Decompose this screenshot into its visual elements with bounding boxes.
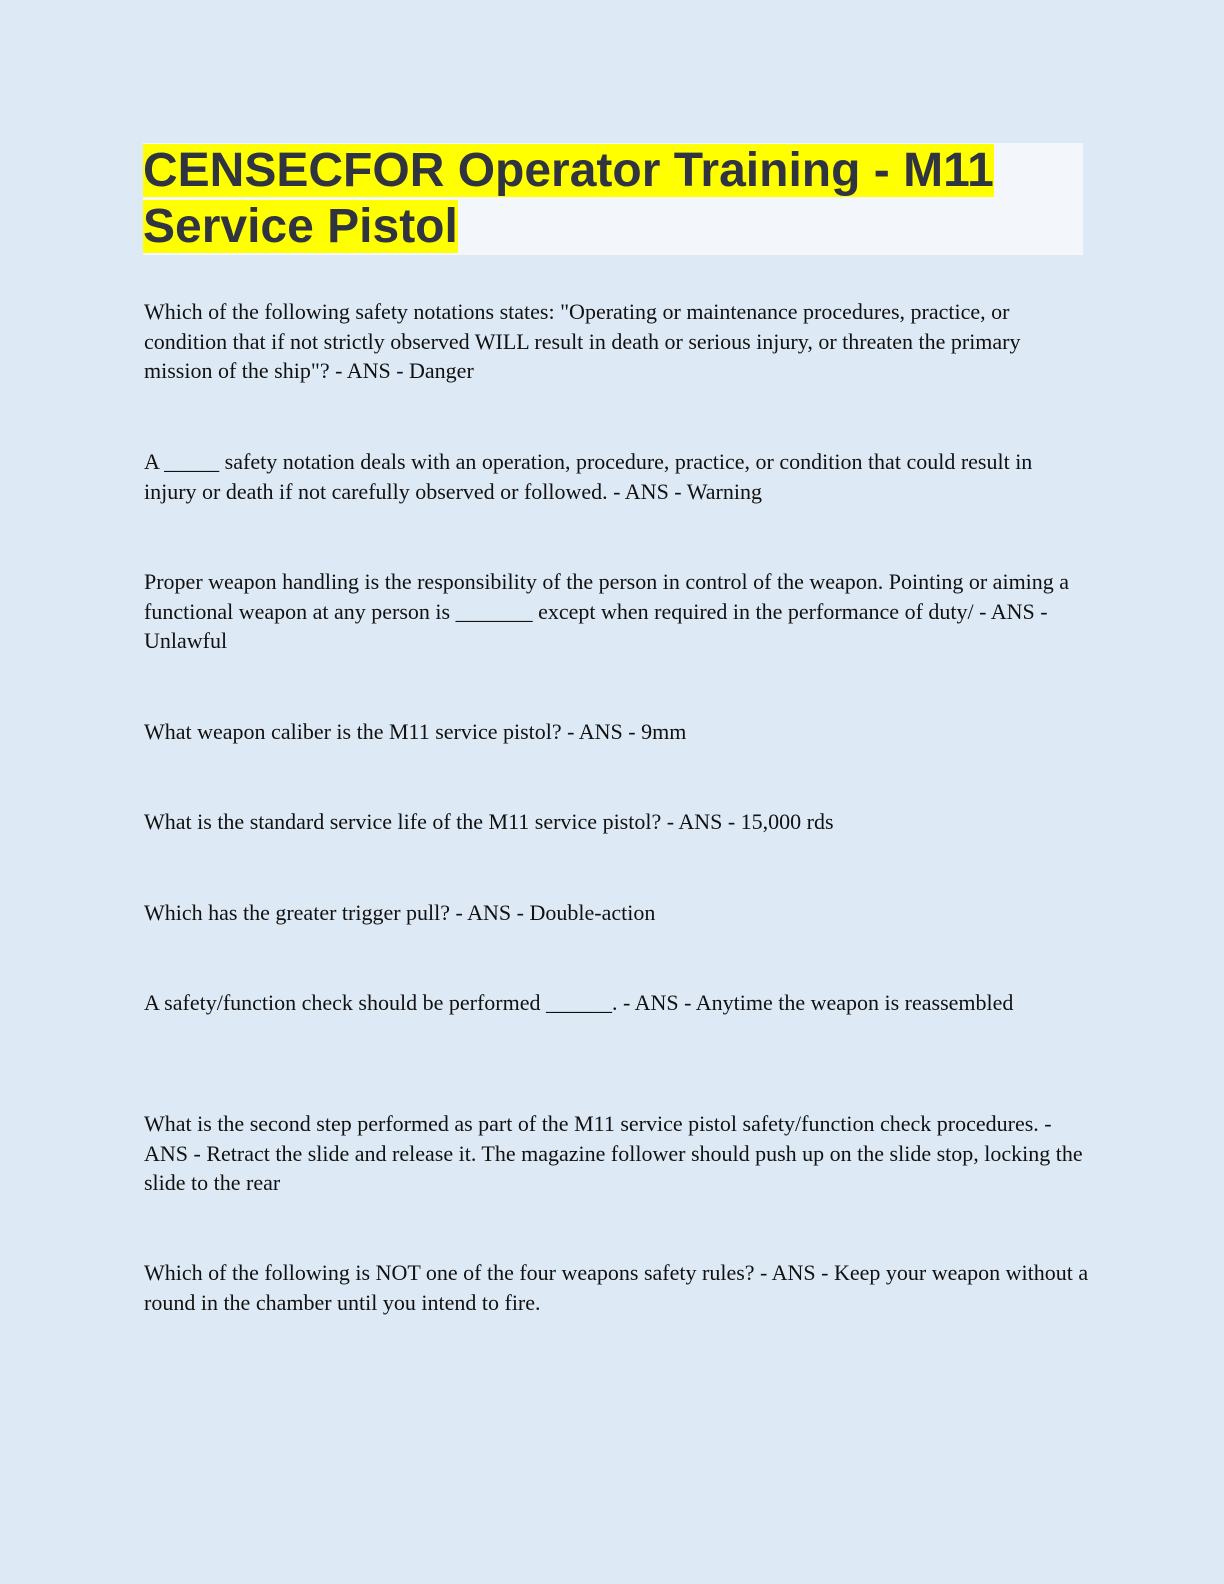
qa-item-4: What weapon caliber is the M11 service pistol? - ANS - 9mm <box>144 719 687 744</box>
qa-item-2: A _____ safety notation deals with an operation, procedure, practice, or condition that could result in injury or death if not carefully observed or followed. - ANS - Warning <box>144 449 1033 504</box>
qa-item-1: Which of the following safety notations states: "Operating or maintenance procedures, practice, or condition that if not strictly observed WILL result in death or serious injury, or threaten the primary mission of the ship"? - ANS - Danger <box>144 299 1021 383</box>
qa-item-5: What is the standard service life of the M11 service pistol? - ANS - 15,000 rds <box>144 809 834 834</box>
title-highlight: CENSECFOR Operator Training - M11 Service Pistol <box>143 144 994 253</box>
qa-item-9: Which of the following is NOT one of the four weapons safety rules? - ANS - Keep your weapon without a round in the chamber until you intend to fire. <box>144 1260 1089 1315</box>
qa-item-3: Proper weapon handling is the responsibility of the person in control of the weapon. Pointing or aiming a functional weapon at any person is _______ except when required in the performance of duty/ - ANS - Unlawful <box>144 569 1070 653</box>
title-block <box>143 143 1083 255</box>
page-title <box>143 143 1083 255</box>
qa-item-7: A safety/function check should be performed ______. - ANS - Anytime the weapon is reassembled <box>144 990 1014 1015</box>
qa-item-8: What is the second step performed as part of the M11 service pistol safety/function check procedures. - ANS - Retract the slide and release it. The magazine follower should push up on the slide stop, locking the slide to the rear <box>144 1111 1083 1195</box>
qa-item-6: Which has the greater trigger pull? - ANS - Double-action <box>144 900 656 925</box>
